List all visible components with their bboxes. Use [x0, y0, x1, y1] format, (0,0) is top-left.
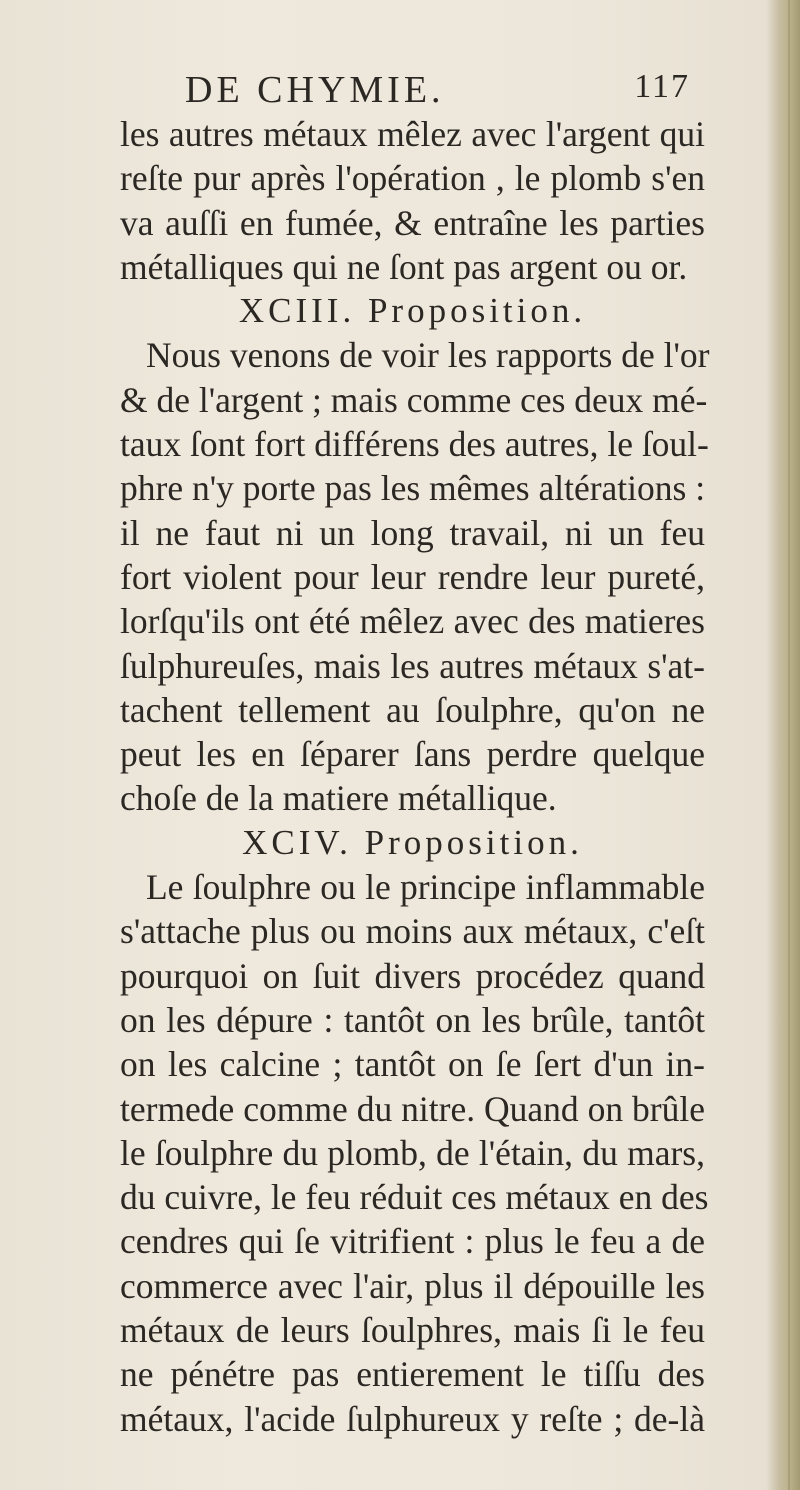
proposition-heading: XCIII. Proposition. [238, 291, 587, 331]
text-line: fort violent pour leur rendre leur pureté, [120, 556, 705, 597]
text-line: ſulphureuſes, mais les autres métaux s'at- [120, 645, 705, 686]
text-line: & de l'argent ; mais comme ces deux mé- [120, 379, 708, 420]
text-line: s'attache plus ou moins aux métaux, c'eſt [120, 911, 705, 952]
page-edge-line [788, 0, 790, 1490]
text-line: peut les en ſéparer ſans perdre quelque [120, 734, 705, 775]
text-line: pourquoi on ſuit divers procédez quand [120, 955, 705, 996]
text-line: Le ſoulphre ou le principe inflammable [146, 867, 705, 908]
text-line: on les dépure : tantôt on les brûle, tantôt [120, 999, 705, 1040]
text-line: choſe de la matiere métallique. [120, 778, 557, 819]
text-line: ne pénétre pas entierement le tiſſu des [120, 1354, 705, 1395]
page-number: 117 [634, 68, 690, 105]
text-line: métalliques qui ne ſont pas argent ou or. [120, 246, 688, 287]
proposition-heading: XCIV. Proposition. [242, 822, 583, 862]
page-edge [766, 0, 800, 1490]
running-title: DE CHYMIE. [185, 69, 445, 111]
text-line: phre n'y porte pas les mêmes altérations : [120, 468, 706, 509]
text-line: on les calcine ; tantôt on ſe ſert d'un in- [120, 1044, 705, 1085]
text-line: métaux de leurs ſoulphres, mais ſi le feu [120, 1310, 705, 1351]
text-line: lorſqu'ils ont été mêlez avec des matieres [120, 601, 705, 642]
text-line: du cuivre, le feu réduit ces métaux en des [120, 1177, 709, 1218]
text-line: métaux, l'acide ſulphureux y reſte ; de-là [120, 1398, 705, 1439]
text-line: taux ſont fort différens des autres, le ſoul- [120, 424, 709, 465]
text-line: cendres qui ſe vitrifient : plus le feu a de [120, 1221, 705, 1262]
text-line: commerce avec l'air, plus il dépouille les [120, 1265, 705, 1306]
page-header [170, 68, 690, 112]
text-line: tachent tellement au ſoulphre, qu'on ne [120, 689, 705, 730]
text-line: Nous venons de voir les rapports de l'or [146, 335, 710, 376]
text-line: le ſoulphre du plomb, de l'étain, du mars, [120, 1132, 705, 1173]
text-line: termede comme du nitre. Quand on brûle [120, 1088, 705, 1129]
text-line: les autres métaux mêlez avec l'argent qui [120, 114, 705, 154]
body-text [120, 112, 710, 1441]
text-line: reſte pur après l'opération , le plomb s'en [120, 158, 705, 199]
text-line: il ne faut ni un long travail, ni un feu [120, 512, 705, 553]
text-line: va auſſi en fumée, & entraîne les parties [120, 202, 705, 243]
